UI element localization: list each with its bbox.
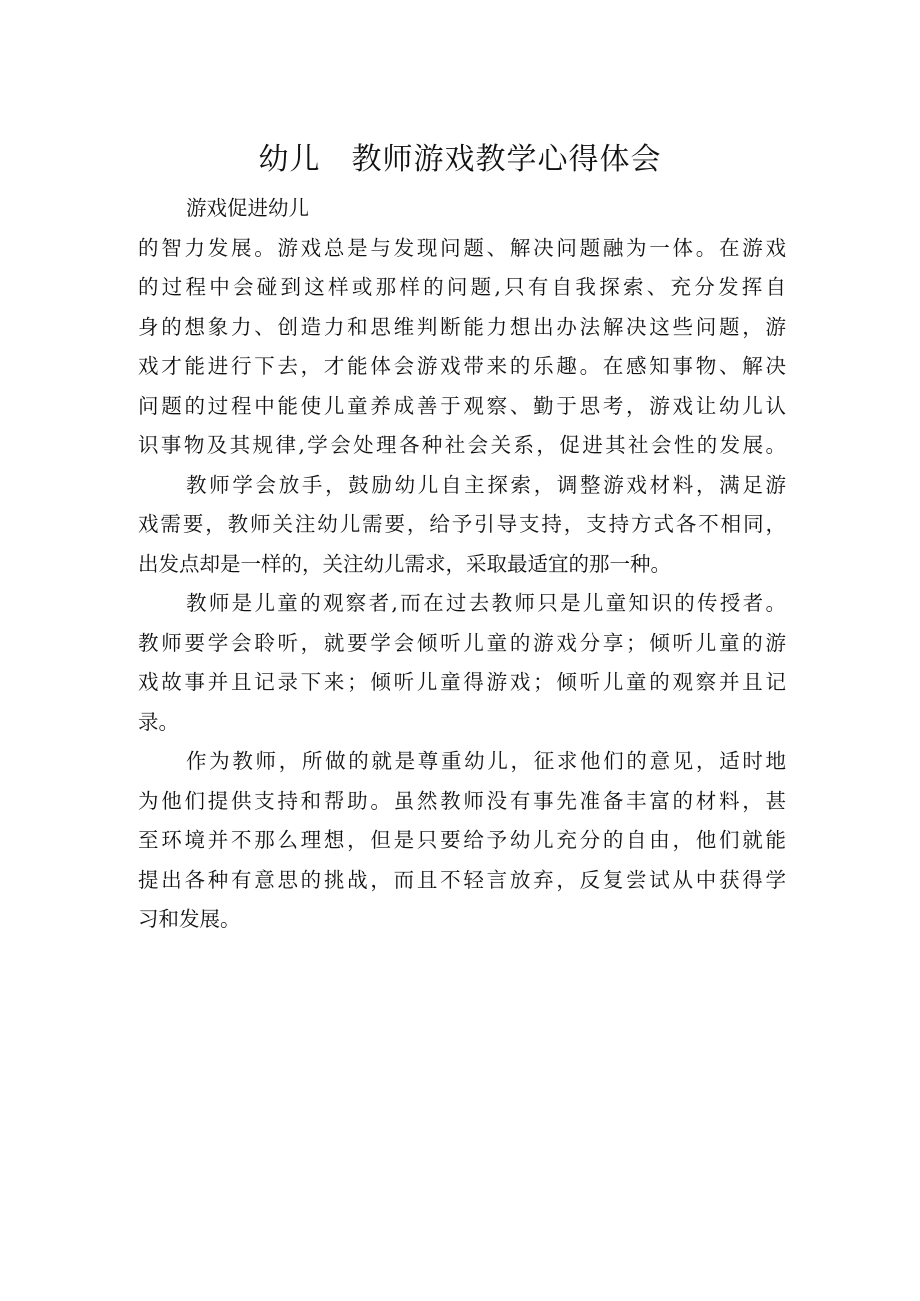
document-title: 幼儿 教师游戏教学心得体会 <box>258 142 662 177</box>
text-line: 作为教师，所做的就是尊重幼儿，征求他们的意见，适时地 <box>186 749 786 773</box>
text-line: 录。 <box>138 709 179 734</box>
text-line: 戏才能进行下去，才能体会游戏带来的乐趣。在感知事物、解决 <box>138 354 786 378</box>
text-line: 教师是儿童的观察者,而在过去教师只是儿童知识的传授者。 <box>186 591 786 615</box>
text-line: 的过程中会碰到这样或那样的问题,只有自我探索、充分发挥自 <box>138 275 786 299</box>
text-line: 戏需要，教师关注幼儿需要，给予引导支持，支持方式各不相同， <box>138 512 786 536</box>
text-line: 问题的过程中能使儿童养成善于观察、勤于思考，游戏让幼儿认 <box>138 393 786 418</box>
text-line: 身的想象力、创造力和思维判断能力想出办法解决这些问题，游 <box>138 314 786 339</box>
text-line: 游戏促进幼儿 <box>186 196 309 220</box>
text-line: 习和发展。 <box>138 907 241 931</box>
document-body <box>138 189 786 940</box>
text-line: 教师要学会聆听，就要学会倾听儿童的游戏分享；倾听儿童的游 <box>138 630 786 655</box>
text-line: 戏故事并且记录下来；倾听儿童得游戏；倾听儿童的观察并且记 <box>138 670 786 694</box>
text-line: 至环境并不那么理想，但是只要给予幼儿充分的自由，他们就能 <box>138 828 786 852</box>
text-line: 提出各种有意思的挑战，而且不轻言放弃，反复尝试从中获得学 <box>138 867 786 892</box>
text-line: 出发点却是一样的，关注幼儿需求，采取最适宜的那一种。 <box>138 551 671 576</box>
text-line: 为他们提供支持和帮助。虽然教师没有事先准备丰富的材料，甚 <box>138 788 786 813</box>
text-line: 的智力发展。游戏总是与发现问题、解决问题融为一体。在游戏 <box>138 235 786 260</box>
text-line: 识事物及其规律,学会处理各种社会关系，促进其社会性的发展。 <box>138 433 786 457</box>
text-line: 教师学会放手，鼓励幼儿自主探索，调整游戏材料，满足游 <box>186 472 786 497</box>
